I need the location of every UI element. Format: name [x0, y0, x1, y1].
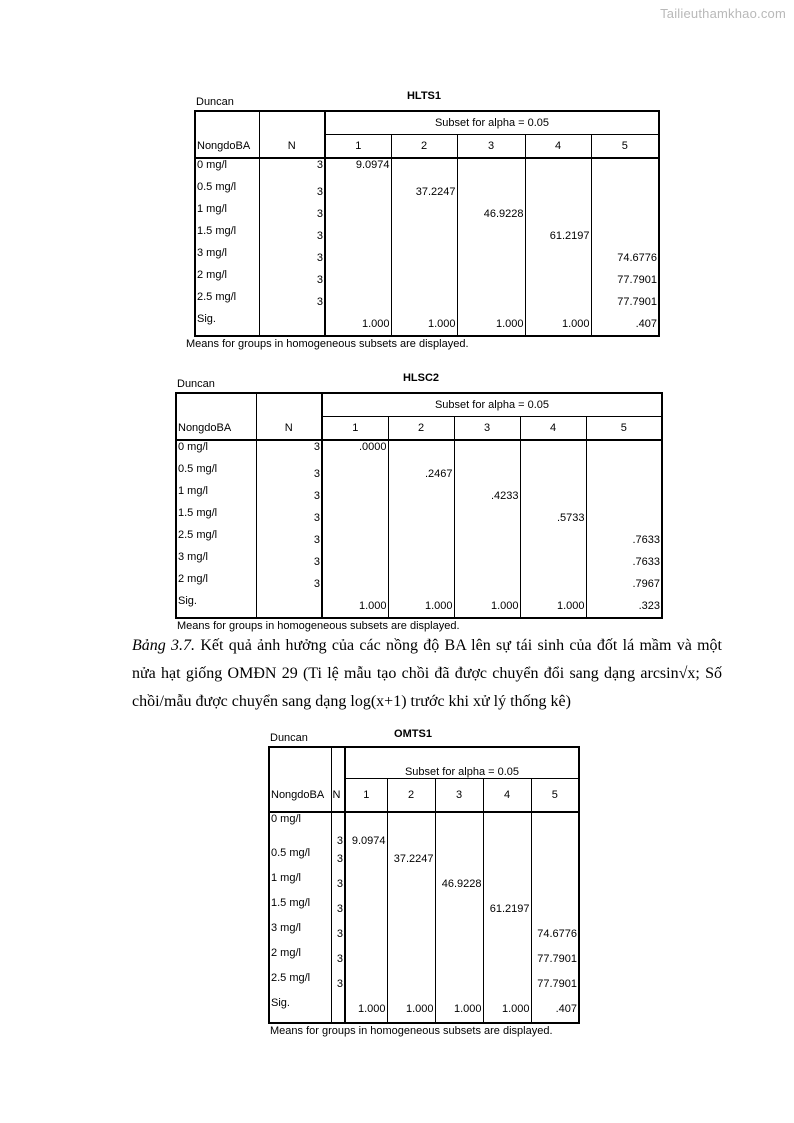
- subset-value: [325, 247, 391, 269]
- subset-value: [345, 947, 387, 972]
- table-title: OMTS1: [394, 728, 432, 740]
- row-header: NongdoBA: [176, 417, 256, 441]
- subset-column-number: 5: [586, 417, 662, 441]
- subset-value: [525, 269, 591, 291]
- subset-value: [454, 551, 520, 573]
- subset-value: [387, 947, 435, 972]
- caption-text: Kết quả ảnh hưởng của các nồng độ BA lên sự tái sinh của đốt lá mầm và một nửa hạt giống OMĐN 29 (Ti lệ mẫu tạo chồi đã được chuyển đổi sang dạng arcsin√x; Số chồi/mẫu được chuyển sang dạng log(x+1) trước khi xử lý thống kê): [132, 637, 722, 710]
- subset-value: 1.000: [520, 595, 586, 618]
- subset-value: [322, 463, 388, 485]
- subset-value: 46.9228: [435, 872, 483, 897]
- subset-value: [345, 922, 387, 947]
- subset-value: [388, 507, 454, 529]
- subset-value: [435, 972, 483, 997]
- subset-value: [591, 203, 659, 225]
- subset-value: [435, 812, 483, 847]
- row-label: 0 mg/l: [176, 440, 256, 463]
- subset-value: [483, 947, 531, 972]
- subset-column-number: 2: [388, 417, 454, 441]
- subset-value: [387, 922, 435, 947]
- n-value: 3: [331, 947, 345, 972]
- subset-value: 1.000: [387, 997, 435, 1023]
- n-value: 3: [331, 897, 345, 922]
- subset-value: [435, 847, 483, 872]
- header-corner: [331, 747, 345, 779]
- n-header: N: [331, 779, 345, 812]
- row-label: 1 mg/l: [195, 203, 259, 225]
- row-label: 0 mg/l: [269, 812, 331, 847]
- subset-column-number: 3: [435, 779, 483, 812]
- subset-column-number: 4: [520, 417, 586, 441]
- row-label: 1.5 mg/l: [176, 507, 256, 529]
- subset-column-number: 2: [387, 779, 435, 812]
- subset-value: [454, 440, 520, 463]
- table-title: HLTS1: [406, 90, 442, 102]
- table-row: [269, 922, 579, 947]
- subset-value: [345, 972, 387, 997]
- header-corner: [259, 111, 325, 135]
- table-method-label: Duncan: [270, 732, 308, 744]
- table-row: [269, 872, 579, 897]
- subset-value: [525, 158, 591, 181]
- subset-value: [325, 181, 391, 203]
- table-footnote: Means for groups in homogeneous subsets are displayed.: [186, 338, 469, 350]
- subset-value: [586, 463, 662, 485]
- n-value: 3: [256, 485, 322, 507]
- n-value: 3: [256, 529, 322, 551]
- row-label: 2.5 mg/l: [176, 529, 256, 551]
- subset-value: [387, 872, 435, 897]
- n-value: 3: [259, 269, 325, 291]
- subset-value: [586, 485, 662, 507]
- subset-value: 1.000: [457, 313, 525, 336]
- subset-value: 1.000: [388, 595, 454, 618]
- subset-value: 1.000: [391, 313, 457, 336]
- subset-value: [325, 291, 391, 313]
- homogeneous-subsets-table: [268, 746, 580, 1024]
- subset-value: .0000: [322, 440, 388, 463]
- subset-value: [454, 507, 520, 529]
- row-label: 0 mg/l: [195, 158, 259, 181]
- subset-value: [322, 573, 388, 595]
- row-header: NongdoBA: [269, 779, 331, 812]
- row-label: 2 mg/l: [269, 947, 331, 972]
- header-corner: [256, 393, 322, 417]
- subset-value: .7967: [586, 573, 662, 595]
- header-corner: [195, 111, 259, 135]
- header-corner: [176, 393, 256, 417]
- subset-column-number: 2: [391, 135, 457, 159]
- subset-value: [483, 872, 531, 897]
- table-omts1-block: [268, 724, 582, 1037]
- subset-value: [454, 573, 520, 595]
- subset-value: 9.0974: [325, 158, 391, 181]
- table-row: [195, 291, 659, 313]
- table-row: [195, 225, 659, 247]
- subset-value: [325, 203, 391, 225]
- n-header: N: [256, 417, 322, 441]
- subset-value: 77.7901: [591, 269, 659, 291]
- row-header: NongdoBA: [195, 135, 259, 159]
- subset-value: .323: [586, 595, 662, 618]
- subset-value: [325, 269, 391, 291]
- table-row: [176, 485, 662, 507]
- row-label: 3 mg/l: [195, 247, 259, 269]
- subset-value: [387, 812, 435, 847]
- subset-value: [520, 440, 586, 463]
- subset-value: .4233: [454, 485, 520, 507]
- subset-value: [322, 507, 388, 529]
- subset-column-number: 4: [483, 779, 531, 812]
- n-value: 3: [256, 507, 322, 529]
- subset-value: [520, 573, 586, 595]
- n-value: 3: [331, 972, 345, 997]
- table-row: [176, 595, 662, 618]
- subset-column-number: 1: [322, 417, 388, 441]
- n-value: 3: [259, 291, 325, 313]
- table-row: [269, 947, 579, 972]
- homogeneous-subsets-table: [194, 110, 660, 337]
- n-value: [256, 595, 322, 618]
- subset-header: Subset for alpha = 0.05: [322, 393, 662, 417]
- subset-value: [387, 897, 435, 922]
- table-row: [195, 203, 659, 225]
- subset-value: [391, 158, 457, 181]
- subset-value: [454, 529, 520, 551]
- subset-value: 37.2247: [391, 181, 457, 203]
- subset-value: 77.7901: [591, 291, 659, 313]
- subset-value: [435, 897, 483, 922]
- subset-value: [325, 225, 391, 247]
- subset-value: [483, 972, 531, 997]
- subset-value: .5733: [520, 507, 586, 529]
- row-label: 1 mg/l: [269, 872, 331, 897]
- subset-value: [391, 291, 457, 313]
- row-label: 0.5 mg/l: [176, 463, 256, 485]
- subset-value: 46.9228: [457, 203, 525, 225]
- subset-value: [520, 463, 586, 485]
- table-row: [176, 529, 662, 551]
- subset-value: .407: [591, 313, 659, 336]
- n-value: 3: [331, 872, 345, 897]
- subset-value: [457, 181, 525, 203]
- subset-value: [531, 897, 579, 922]
- row-label: 1.5 mg/l: [269, 897, 331, 922]
- subset-value: 77.7901: [531, 947, 579, 972]
- row-label: 2 mg/l: [176, 573, 256, 595]
- subset-value: [483, 847, 531, 872]
- subset-value: [525, 291, 591, 313]
- n-value: 3: [331, 812, 345, 847]
- subset-value: [531, 872, 579, 897]
- subset-value: .2467: [388, 463, 454, 485]
- n-value: 3: [259, 225, 325, 247]
- subset-value: [591, 158, 659, 181]
- subset-value: 1.000: [345, 997, 387, 1023]
- subset-value: [391, 269, 457, 291]
- n-value: 3: [259, 181, 325, 203]
- subset-value: [388, 551, 454, 573]
- row-label: Sig.: [269, 997, 331, 1023]
- row-label: 0.5 mg/l: [269, 847, 331, 872]
- subset-value: [322, 529, 388, 551]
- n-value: [259, 313, 325, 336]
- subset-value: 61.2197: [483, 897, 531, 922]
- table-row: [176, 551, 662, 573]
- n-header: N: [259, 135, 325, 159]
- table-row: [269, 997, 579, 1023]
- subset-value: [586, 507, 662, 529]
- subset-value: [457, 291, 525, 313]
- row-label: 2 mg/l: [195, 269, 259, 291]
- subset-value: [391, 203, 457, 225]
- homogeneous-subsets-table: [175, 392, 663, 619]
- table-method-label: Duncan: [196, 96, 234, 108]
- subset-value: 1.000: [325, 313, 391, 336]
- subset-value: [457, 225, 525, 247]
- table-hlts1-block: [186, 88, 662, 350]
- subset-value: [391, 225, 457, 247]
- subset-value: [391, 247, 457, 269]
- subset-column-number: 1: [325, 135, 391, 159]
- subset-value: 77.7901: [531, 972, 579, 997]
- subset-value: [388, 573, 454, 595]
- subset-value: .7633: [586, 551, 662, 573]
- subset-value: 37.2247: [387, 847, 435, 872]
- subset-value: [388, 529, 454, 551]
- table-row: [195, 158, 659, 181]
- table-row: [269, 812, 579, 847]
- row-label: 1.5 mg/l: [195, 225, 259, 247]
- subset-value: [457, 247, 525, 269]
- table-footnote: Means for groups in homogeneous subsets are displayed.: [177, 620, 460, 632]
- subset-column-number: 5: [591, 135, 659, 159]
- subset-column-number: 4: [525, 135, 591, 159]
- subset-column-number: 3: [457, 135, 525, 159]
- subset-value: [388, 485, 454, 507]
- table-row: [195, 313, 659, 336]
- table-row: [176, 440, 662, 463]
- subset-column-number: 5: [531, 779, 579, 812]
- subset-value: [483, 812, 531, 847]
- watermark: Tailieuthamkhao.com: [660, 6, 786, 21]
- table-row: [269, 972, 579, 997]
- subset-value: 9.0974: [345, 812, 387, 847]
- subset-value: [531, 847, 579, 872]
- subset-value: 1.000: [525, 313, 591, 336]
- row-label: Sig.: [176, 595, 256, 618]
- table-row: [195, 247, 659, 269]
- n-value: 3: [256, 463, 322, 485]
- subset-value: 1.000: [454, 595, 520, 618]
- subset-value: 1.000: [322, 595, 388, 618]
- table-row: [269, 847, 579, 872]
- n-value: 3: [331, 847, 345, 872]
- subset-value: 1.000: [435, 997, 483, 1023]
- subset-value: [454, 463, 520, 485]
- subset-value: [520, 551, 586, 573]
- subset-value: [520, 485, 586, 507]
- row-label: 2.5 mg/l: [269, 972, 331, 997]
- subset-value: [345, 847, 387, 872]
- subset-value: [435, 922, 483, 947]
- subset-value: [388, 440, 454, 463]
- subset-value: [457, 269, 525, 291]
- table-caption: [132, 632, 722, 716]
- row-label: 1 mg/l: [176, 485, 256, 507]
- n-value: 3: [259, 203, 325, 225]
- header-corner: [269, 747, 331, 779]
- table-row: [176, 463, 662, 485]
- n-value: 3: [259, 247, 325, 269]
- row-label: 0.5 mg/l: [195, 181, 259, 203]
- subset-value: .7633: [586, 529, 662, 551]
- subset-value: [483, 922, 531, 947]
- table-row: [195, 181, 659, 203]
- table-row: [269, 897, 579, 922]
- table-title: HLSC2: [402, 372, 440, 384]
- subset-value: [345, 872, 387, 897]
- subset-value: 1.000: [483, 997, 531, 1023]
- subset-value: [345, 897, 387, 922]
- n-value: 3: [256, 440, 322, 463]
- table-row: [176, 507, 662, 529]
- row-label: 3 mg/l: [176, 551, 256, 573]
- table-hlsc2-block: [175, 370, 663, 632]
- subset-value: [525, 247, 591, 269]
- subset-column-number: 3: [454, 417, 520, 441]
- n-value: 3: [256, 573, 322, 595]
- n-value: [331, 997, 345, 1023]
- table-row: [176, 573, 662, 595]
- row-label: 3 mg/l: [269, 922, 331, 947]
- subset-value: 74.6776: [531, 922, 579, 947]
- n-value: 3: [256, 551, 322, 573]
- subset-value: [591, 225, 659, 247]
- subset-value: [322, 485, 388, 507]
- subset-value: [435, 947, 483, 972]
- n-value: 3: [331, 922, 345, 947]
- subset-header: Subset for alpha = 0.05: [345, 747, 579, 779]
- subset-value: [525, 181, 591, 203]
- subset-value: [322, 551, 388, 573]
- row-label: 2.5 mg/l: [195, 291, 259, 313]
- n-value: 3: [259, 158, 325, 181]
- subset-value: [525, 203, 591, 225]
- subset-value: .407: [531, 997, 579, 1023]
- subset-value: [586, 440, 662, 463]
- subset-value: [520, 529, 586, 551]
- subset-value: [387, 972, 435, 997]
- table-footnote: Means for groups in homogeneous subsets are displayed.: [270, 1024, 553, 1037]
- row-label: Sig.: [195, 313, 259, 336]
- subset-value: [531, 812, 579, 847]
- table-method-label: Duncan: [177, 378, 215, 390]
- caption-number: Bảng 3.7.: [132, 637, 196, 654]
- table-row: [195, 269, 659, 291]
- subset-column-number: 1: [345, 779, 387, 812]
- subset-value: [457, 158, 525, 181]
- subset-header: Subset for alpha = 0.05: [325, 111, 659, 135]
- subset-value: 61.2197: [525, 225, 591, 247]
- subset-value: [591, 181, 659, 203]
- subset-value: 74.6776: [591, 247, 659, 269]
